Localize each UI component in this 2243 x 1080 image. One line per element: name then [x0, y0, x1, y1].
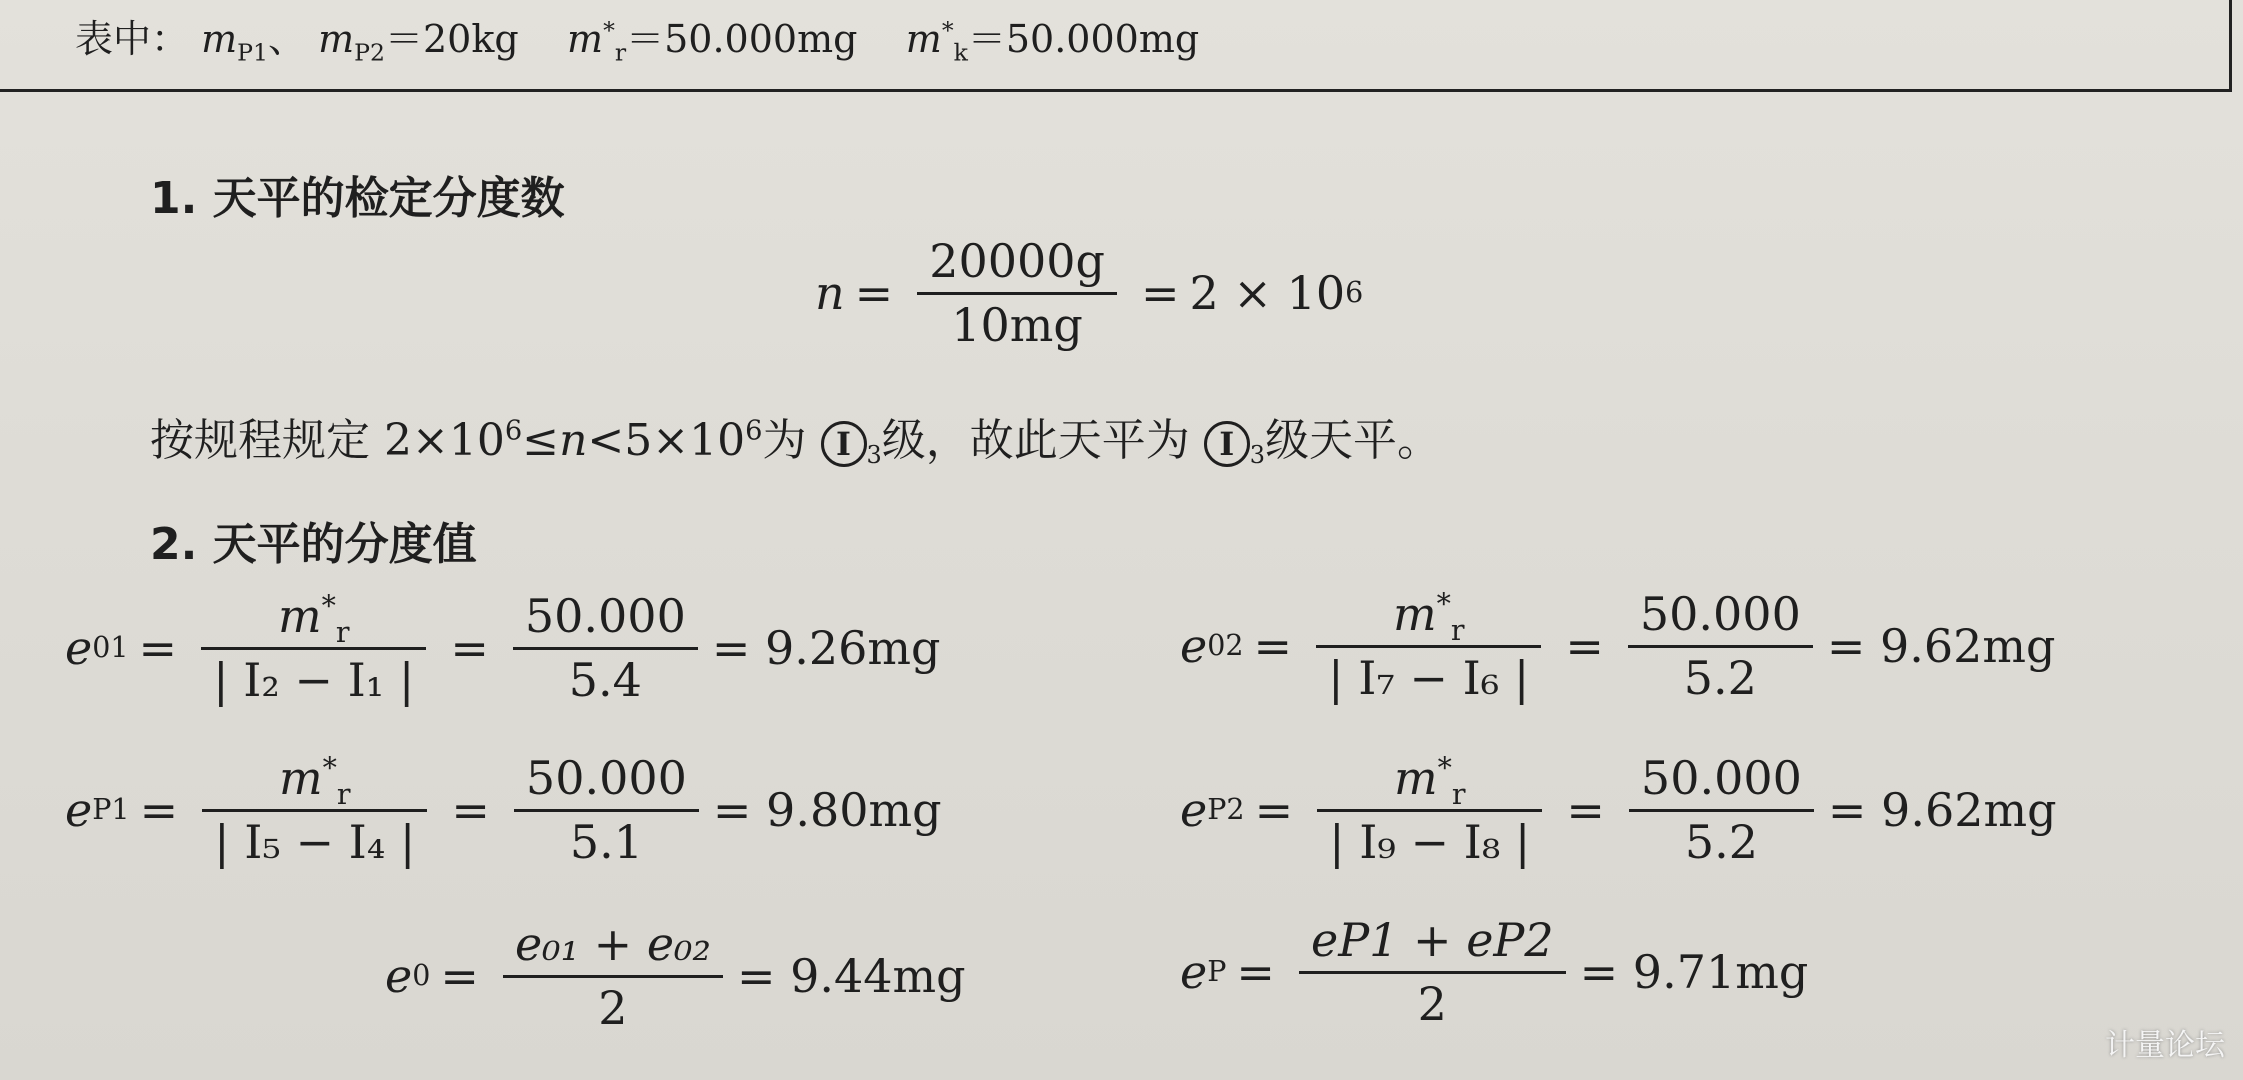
division-number-equation: n = $\frac{20000g}{10mg}$ = 2 × 10 6	[815, 234, 1364, 352]
section1-heading: 1. 天平的检定分度数	[150, 173, 565, 224]
class-one-symbol-2: I	[1204, 421, 1250, 467]
e01-equation: e 01 = $\frac{m^*_r}{\text{| I₂ − I₁ |}}$ = $\frac{50.000}{5.4}$ = 9.26mg	[65, 589, 941, 707]
forum-watermark: 计量论坛	[2105, 1028, 2225, 1063]
ep2-equation: e P2 = $\frac{m^*_r}{\text{| I₉ − I₈ |}}$ = $\frac{50.000}{5.2}$ = 9.62mg	[1180, 751, 2057, 869]
class-rule-paragraph: 按规程规定 $2\times 10^6\le n<5\times 10^6$为 I 3级，故此天平为 I 3级天平。	[150, 415, 1442, 469]
ep-equation: e P = $\frac{eP1 + eP2}{2}$ = 9.71mg	[1180, 913, 1809, 1031]
section2-heading: 2. 天平的分度值	[150, 519, 477, 570]
e02-equation: e 02 = $\frac{m^*_r}{\text{| I₇ − I₆ |}}$ = $\frac{50.000}{5.2}$ = 9.62mg	[1180, 587, 2056, 705]
ep1-equation: e P1 = $\frac{m^*_r}{\text{| I₅ − I₄ |}}$ = $\frac{50.000}{5.1}$ = 9.80mg	[65, 751, 942, 869]
table-note: 表中： $m_{P1}$、 $m_{P2}=20kg$ $m^*_r=50.000mg$ $m^*_k=50.000mg$	[75, 16, 1200, 67]
e0-equation: e 0 = $\frac{\text{e₀₁ + e₀₂}}{2}$ = 9.44mg	[385, 917, 966, 1035]
class-one-symbol: I	[821, 421, 867, 467]
